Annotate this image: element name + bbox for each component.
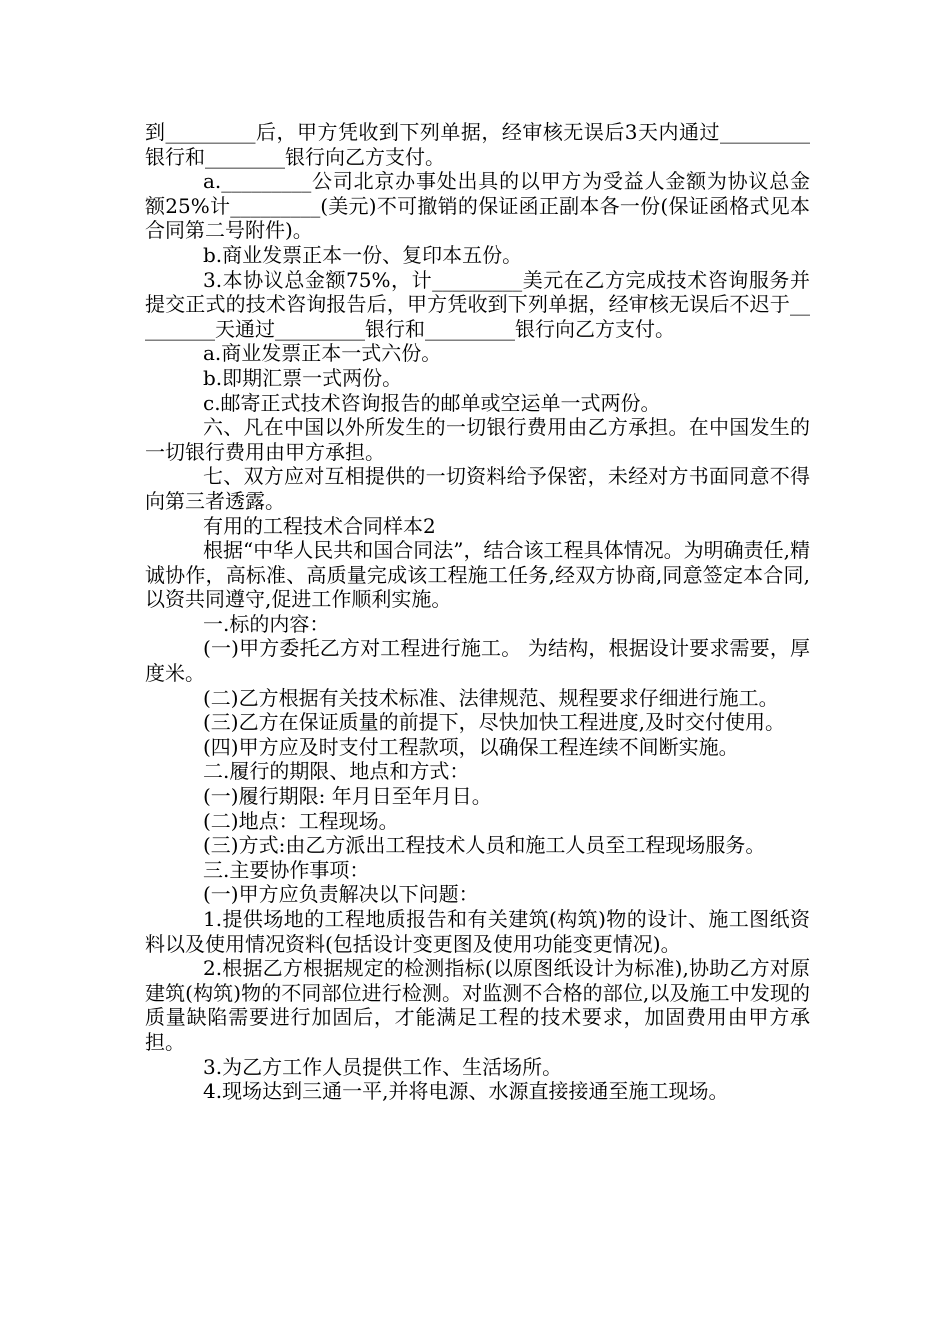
paragraph: 1.提供场地的工程地质报告和有关建筑(构筑)物的设计、施工图纸资料以及使用情况资料(包括设计变更图及使用功能变更情况)。 (145, 907, 810, 956)
paragraph: 到_________后，甲方凭收到下列单据，经审核无误后3天内通过_________银行和________银行向乙方支付。 (145, 120, 810, 169)
paragraph: 4.现场达到三通一平,并将电源、水源直接接通至施工现场。 (203, 1079, 729, 1104)
paragraph: (一)履行期限: 年月日至年月日。 (203, 784, 492, 809)
paragraph: (一)甲方应负责解决以下问题： (203, 882, 479, 907)
paragraph: 3.为乙方工作人员提供工作、生活场所。 (203, 1054, 563, 1079)
paragraph: a.商业发票正本一式六份。 (203, 341, 442, 366)
paragraph: b.即期汇票一式两份。 (203, 365, 403, 390)
paragraph: 3.本协议总金额75%，计_________美元在乙方完成技术咨询服务并提交正式的技术咨询报告后，甲方凭收到下列单据，经审核无误后不迟于_________天通过_________银行和_________银行向乙方支付。 (145, 267, 810, 341)
paragraph: 2.根据乙方根据规定的检测指标(以原图纸设计为标准),协助乙方对原建筑(构筑)物的不同部位进行检测。对监测不合格的部位,以及施工中发现的质量缺陷需要进行加固后，才能满足工程的技术要求，加固费用由甲方承担。 (145, 956, 810, 1054)
paragraph: (三)乙方在保证质量的前提下，尽快加快工程进度,及时交付使用。 (203, 710, 785, 735)
paragraph: c.邮寄正式技术咨询报告的邮单或空运单一式两份。 (203, 390, 661, 415)
paragraph: (四)甲方应及时支付工程款项，以确保工程连续不间断实施。 (203, 734, 739, 759)
paragraph: a._________公司北京办事处出具的以甲方为受益人金额为协议总金额25%计_________(美元)不可撤销的保证函正副本各一份(保证函格式见本合同第二号附件)。 (145, 169, 810, 243)
paragraph: (三)方式:由乙方派出工程技术人员和施工人员至工程现场服务。 (203, 833, 766, 858)
paragraph: 根据“中华人民共和国合同法”，结合该工程具体情况。为明确责任,精诚协作，高标准、高质量完成该工程施工任务,经双方协商,同意签定本合同,以资共同遵守,促进工作顺利实施。 (145, 538, 810, 612)
paragraph: (一)甲方委托乙方对工程进行施工。 为结构，根据设计要求需要，厚度米。 (145, 636, 810, 686)
section-heading: 三.主要协作事项： (203, 857, 370, 882)
paragraph: b.商业发票正本一份、复印本五份。 (203, 242, 523, 267)
paragraph: (二)地点：工程现场。 (203, 808, 399, 833)
section-heading: 有用的工程技术合同样本2 (203, 513, 436, 538)
document-body (145, 120, 810, 1104)
paragraph: 七、双方应对互相提供的一切资料给予保密，未经对方书面同意不得向第三者透露。 (145, 464, 810, 513)
paragraph: 六、凡在中国以外所发生的一切银行费用由乙方承担。在中国发生的一切银行费用由甲方承担。 (145, 415, 810, 464)
paragraph: (二)乙方根据有关技术标准、法律规范、规程要求仔细进行施工。 (203, 685, 779, 710)
section-heading: 二.履行的期限、地点和方式： (203, 759, 470, 784)
section-heading: 一.标的内容： (203, 611, 330, 636)
